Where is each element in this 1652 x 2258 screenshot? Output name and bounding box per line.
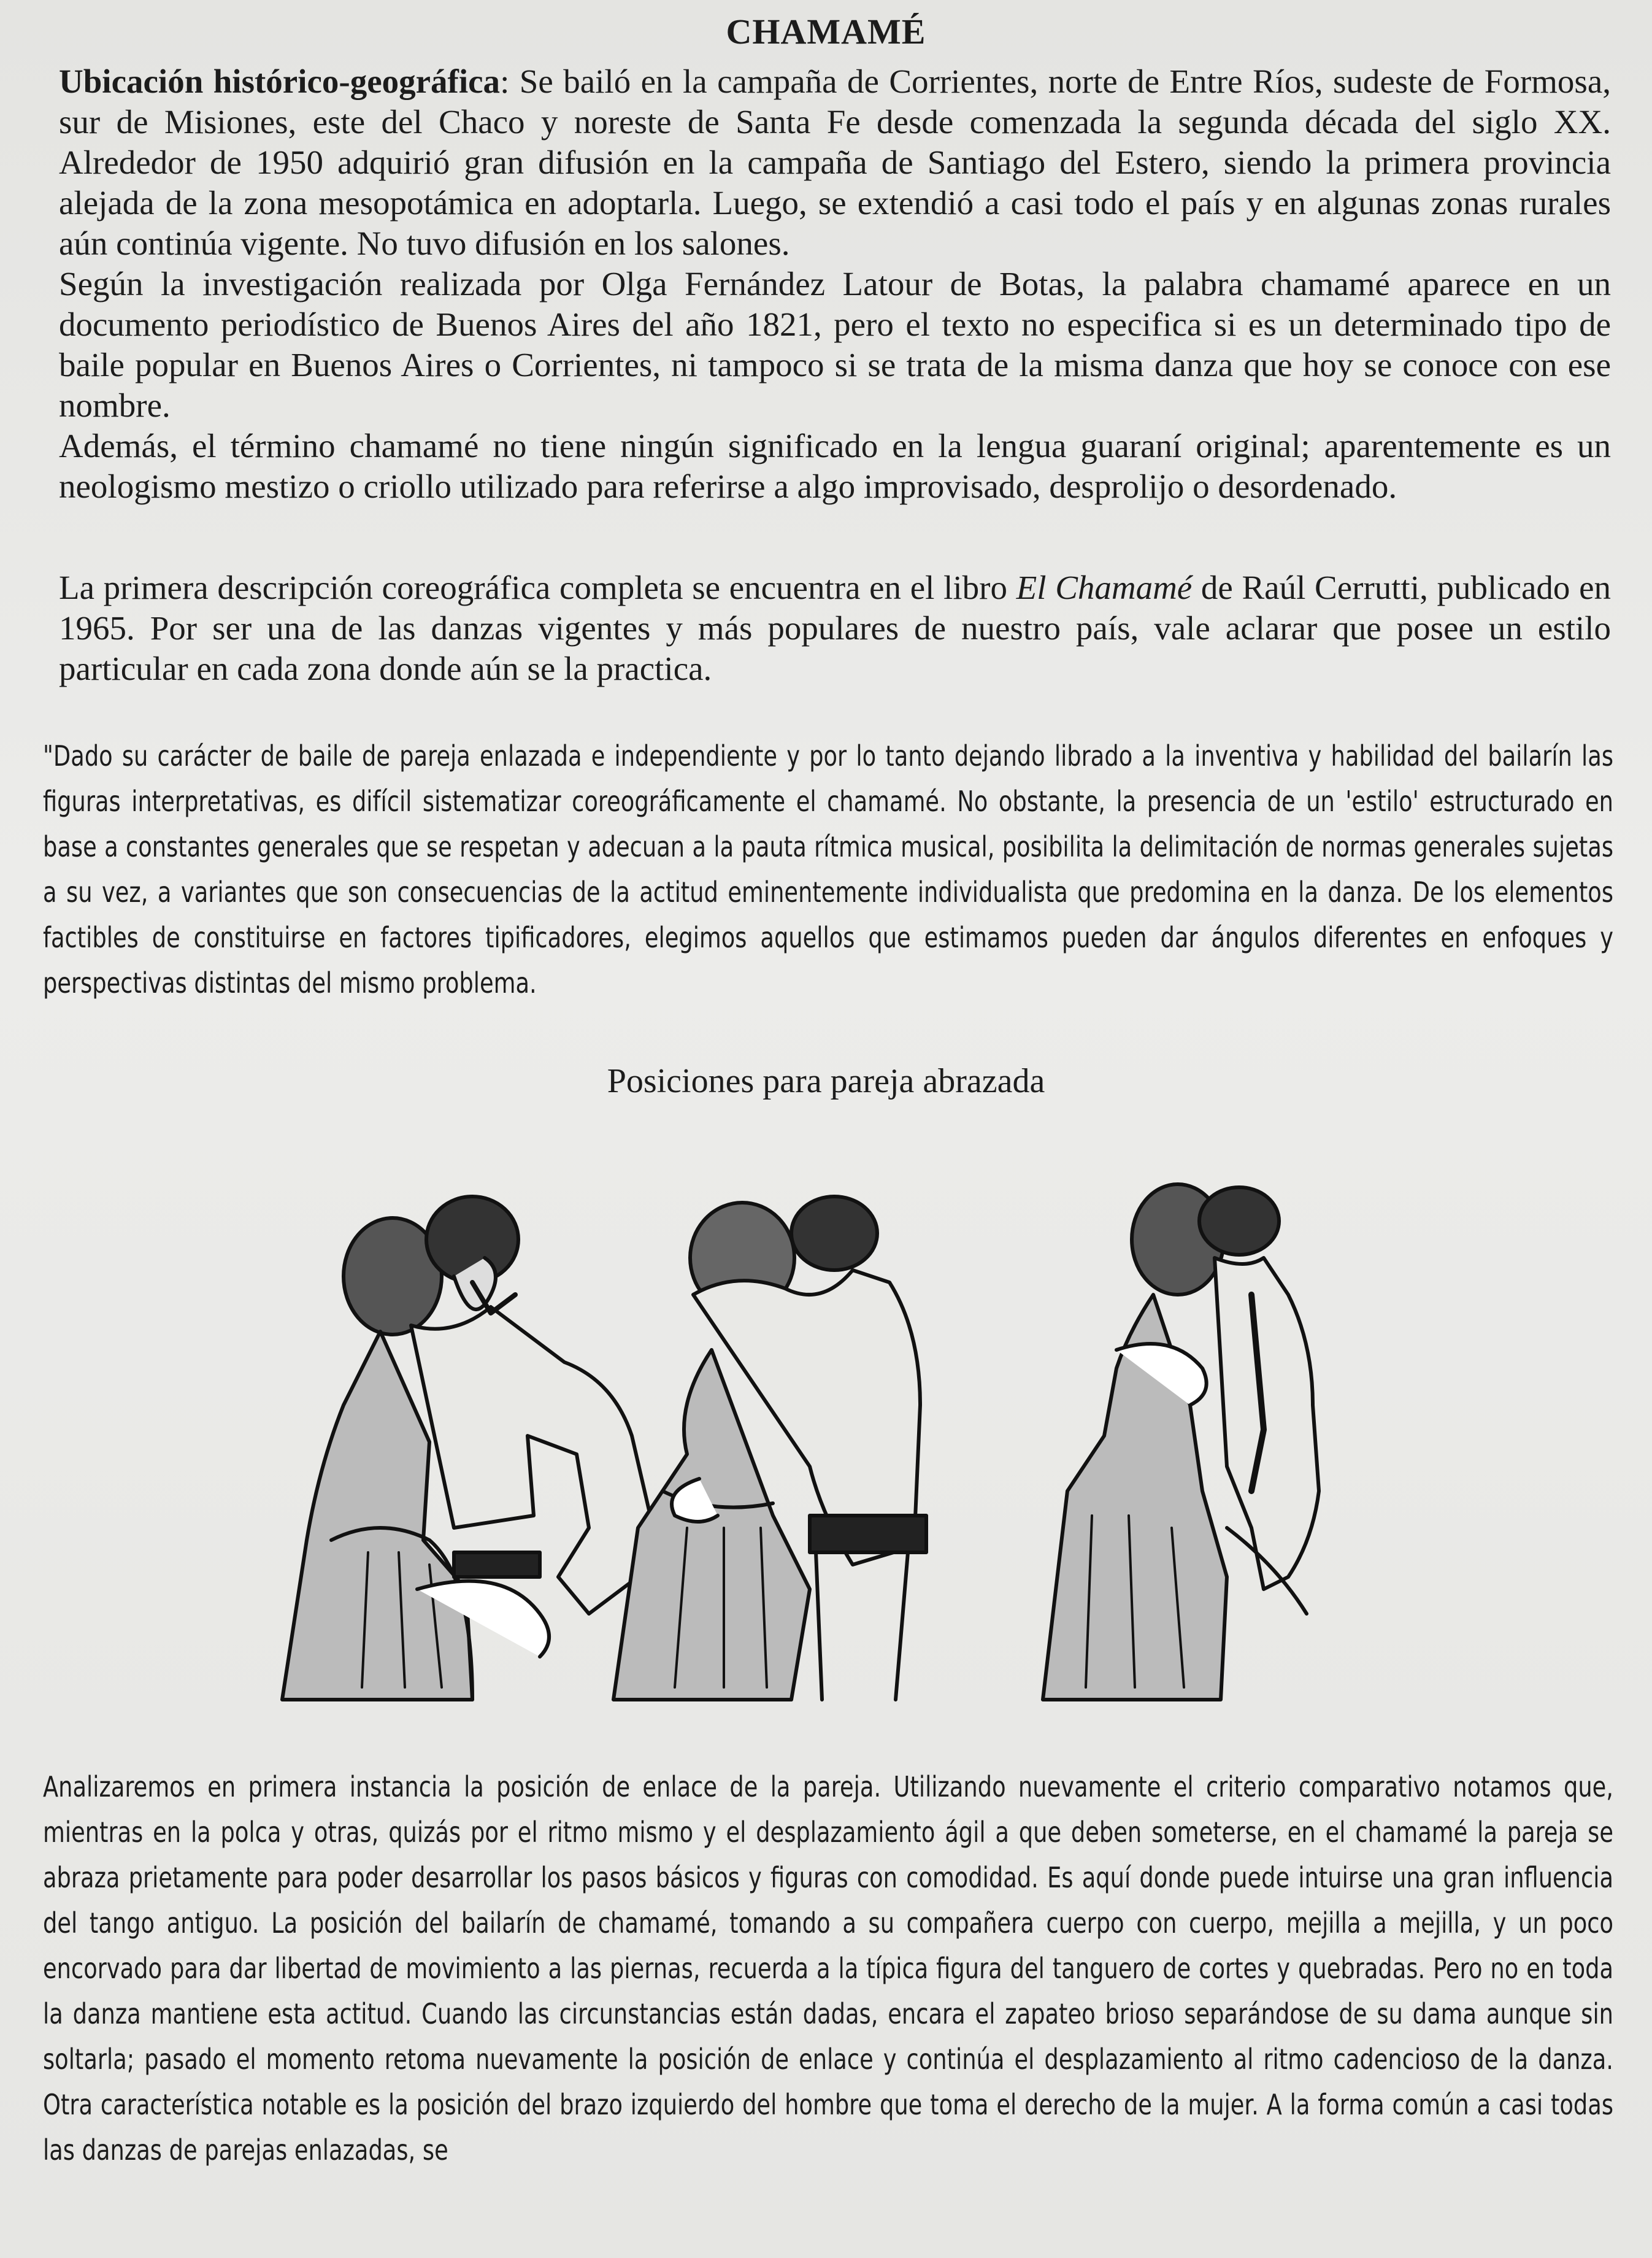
intro-text-1: : Se bailó en la campaña de Corrientes, norte de Entre Ríos, sudeste de Formosa, sur de Misiones, este del Chaco y noreste de Santa Fe desde comenzada la segunda década del siglo XX. Alrededor de 1950 adquirió gran difusión en la campaña de Santiago del Estero, siendo la primera provincia alejada de la zona mesopotámica en adoptarla. Luego, se extendió a casi todo el país y en algunas zonas rurales aún continúa vigente. No tuvo difusión en los salones. (59, 63, 1611, 262)
analysis-paragraph: Analizaremos en primera instancia la posición de enlace de la pareja. Utilizando nuevamente el criterio comparativo notamos que, mientras en la polca y otras, quizás por el ritmo mismo y el desplazamiento ágil a que deben someterse, en el chamamé la pareja se abraza prietamente para poder desarrollar los pasos básicos y figuras con comodidad. Es aquí donde puede intuirse una gran influencia del tango antiguo. La posición del bailarín de chamamé, tomando a su compañera cuerpo con cuerpo, mejilla a mejilla, y un poco encorvado para dar libertad de movimiento a las piernas, recuerda a la típica figura del tanguero de cortes y quebradas. Pero no en toda la danza mantiene esta actitud. Cuando las circunstancias están dadas, encara el zapateo brioso separándose de su dama aunque sin soltarla; pasado el momento retoma nuevamente la posición de enlace y continúa el desplazamiento al ritmo cadencioso de la danza. Otra característica notable es la posición del brazo izquierdo del hombre que toma el derecho de la mujer. A la forma común a casi todas las danzas de parejas enlazadas, se (43, 1770, 1613, 2167)
quote-paragraph: "Dado su carácter de baile de pareja enlazada e independiente y por lo tanto dejando librado a la inventiva y habilidad del bailarín las figuras interpretativas, es difícil sistematizar coreográficamente el chamamé. No obstante, la presencia de un 'estilo' estructurado en base a constantes generales que se respetan y adecuan a la pauta rítmica musical, posibilita la delimitación de normas generales sujetas a su vez, a variantes que son consecuencias de la actitud eminentemente individualista que predomina en la danza. De los elementos factibles de constituirse en factores tipificadores, elegimos aquellos que estimamos pueden dar ángulos diferentes en enfoques y perspectivas distintas del mismo problema. (43, 739, 1613, 1000)
intro-paragraph-2: Según la investigación realizada por Olga Fernández Latour de Botas, la palabra chamamé aparece en un documento periodístico de Buenos Aires del año 1821, pero el texto no especifica si es un determinado tipo de baile popular en Buenos Aires o Corrientes, ni tampoco si se trata de la misma danza que hoy se conoce con ese nombre. (59, 265, 1611, 424)
intro-section (59, 61, 1611, 507)
section-heading: Ubicación histórico-geográfica (59, 63, 501, 100)
couples-drawing (270, 1147, 1325, 1712)
book-title: El Chamamé (1016, 569, 1193, 606)
description-text-before: La primera descripción coreográfica completa se encuentra en el libro (59, 569, 1016, 606)
couple-2-drawing (613, 1196, 926, 1700)
intro-paragraph-3: Además, el término chamamé no tiene ningún significado en la lengua guaraní original; aparentemente es un neologismo mestizo o criollo utilizado para referirse a algo improvisado, desprolijo o desordenado. (59, 427, 1611, 505)
intro-paragraph-1 (59, 61, 1611, 264)
page-title: CHAMAMÉ (726, 12, 926, 52)
description-text-after: de Raúl Cerrutti, publicado en 1965. Por ser una de las danzas vigentes y más populares de nuestro país, vale aclarar que posee un estilo particular en cada zona donde aún se la practica. (59, 569, 1611, 687)
dance-positions-illustration (270, 1147, 1325, 1712)
description-paragraph (59, 568, 1611, 689)
couple-1-drawing (282, 1196, 650, 1700)
figure-caption: Posiciones para pareja abrazada (607, 1062, 1045, 1100)
couple-3-drawing (1043, 1184, 1319, 1700)
